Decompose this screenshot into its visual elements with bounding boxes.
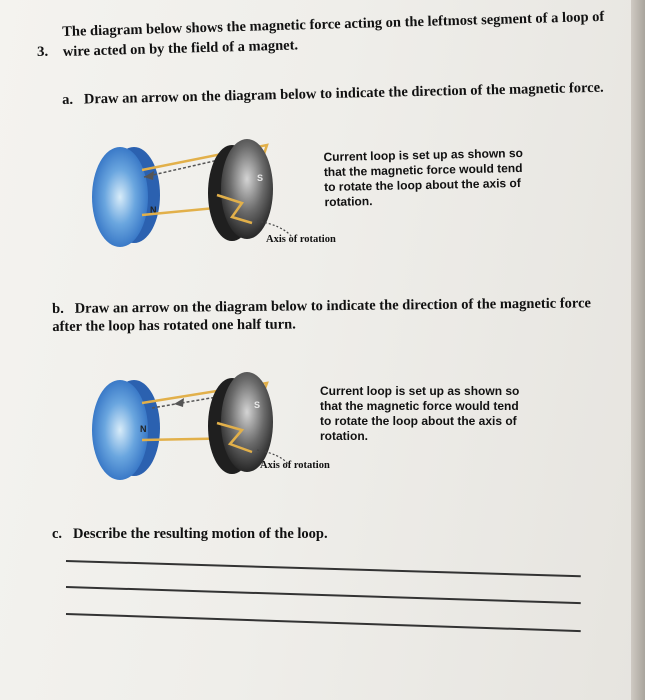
- diagram-note-b: Current loop is set up as shown so that the magnetic force would tend to rotate the loop about the axis of rotation.: [320, 384, 520, 443]
- part-b-prompt: [52, 294, 597, 336]
- part-c-text: Describe the resulting motion of the loop.: [72, 526, 328, 542]
- north-pole-label: N: [150, 205, 157, 215]
- part-b-text: Draw an arrow on the diagram below to indicate the direction of the magnetic force after the loop has rotated one half turn.: [52, 295, 592, 335]
- part-b-label: b.: [52, 300, 64, 317]
- magnet-diagram-b: [82, 358, 332, 493]
- field-arrow-icon: [174, 398, 184, 407]
- south-pole-label: S: [257, 173, 264, 183]
- part-c-label: c.: [52, 526, 63, 542]
- south-pole-face: [221, 372, 273, 472]
- north-pole-label: N: [140, 424, 147, 434]
- part-c-prompt: [52, 526, 328, 543]
- page-edge: [631, 0, 645, 700]
- axis-label-b: Axis of rotation: [260, 460, 330, 471]
- south-pole-label: S: [254, 400, 261, 410]
- question-text: The diagram below shows the magnetic force acting on the leftmost segment of a loop of wire acted on by the field of a magnet.: [62, 8, 605, 60]
- axis-label-a: Axis of rotation: [266, 234, 336, 245]
- diagram-note-a: Current loop is set up as shown so that the magnetic force would tend to rotate the loop about the axis of rotation.: [323, 145, 524, 210]
- north-pole-face: [92, 147, 148, 247]
- part-a-text: Draw an arrow on the diagram below to indicate the direction of the magnetic force.: [83, 79, 604, 108]
- question-number: 3.: [37, 44, 49, 60]
- part-a-label: a.: [62, 91, 74, 108]
- south-pole-face: [221, 139, 273, 239]
